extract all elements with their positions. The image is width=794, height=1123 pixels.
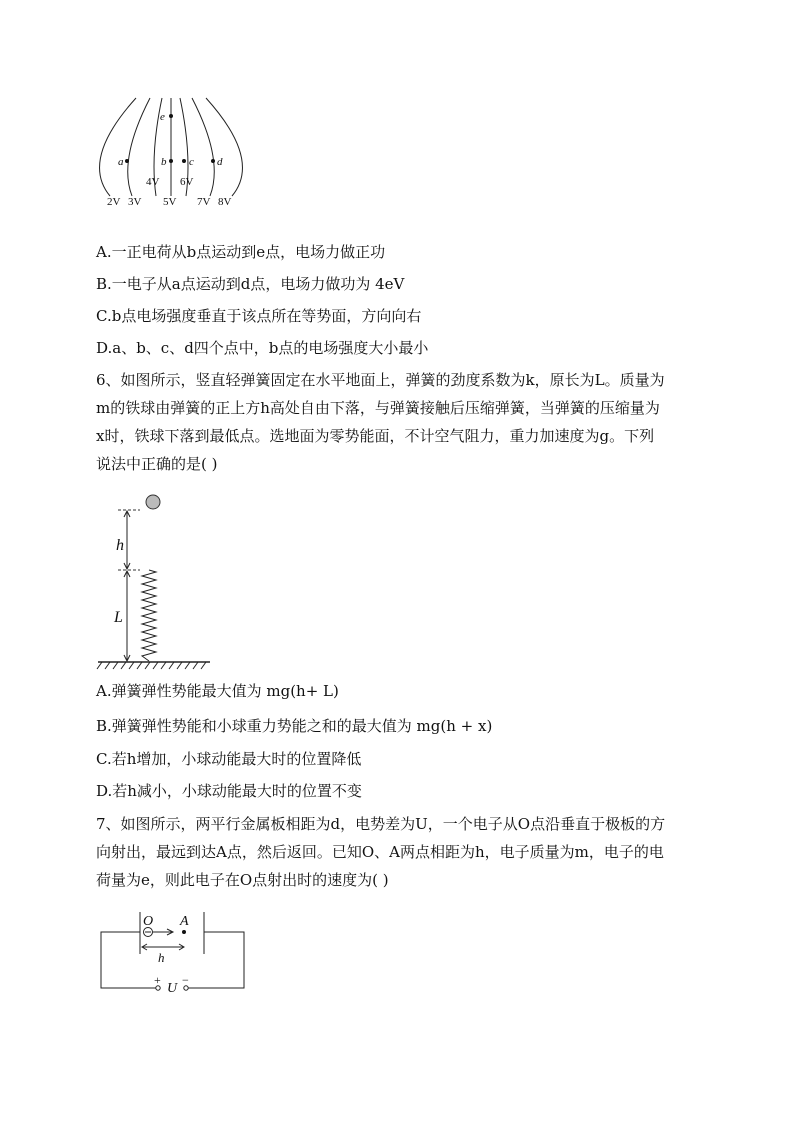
label-a: a — [118, 156, 124, 168]
label-3v: 3V — [128, 196, 142, 208]
q5-option-a: A.一正电荷从b点运动到e点，电场力做正功 — [96, 243, 386, 261]
q6-option-b: B.弹簧弹性势能和小球重力势能之和的最大值为 mg(h + x) — [96, 717, 493, 735]
point-c — [182, 159, 186, 163]
q7-stem-line-2: 向射出，最远到达A点，然后返回。已知O、A两点相距为h，电子质量为m，电子的电 — [96, 843, 664, 861]
q6-stem-line-4: 说法中正确的是( ) — [96, 455, 218, 473]
point-b — [169, 159, 173, 163]
q6-option-a: A.弹簧弹性势能最大值为 mg(h+ L) — [96, 682, 339, 700]
label-e: e — [160, 111, 165, 123]
label-L: L — [114, 609, 123, 626]
label-b: b — [161, 156, 167, 168]
label-h: h — [116, 537, 124, 554]
q6-option-d: D.若h减小，小球动能最大时的位置不变 — [96, 782, 362, 800]
label-d: d — [217, 156, 223, 168]
point-a — [125, 159, 129, 163]
q5-option-c: C.b点电场强度垂直于该点所在等势面，方向向右 — [96, 307, 422, 325]
equipotential-figure — [92, 94, 252, 212]
q6-stem-line-3: x时，铁球下落到最低点。选地面为零势能面，不计空气阻力，重力加速度为g。下列 — [96, 427, 655, 445]
parallel-plates-figure — [96, 906, 252, 998]
point-e — [169, 114, 173, 118]
spring — [142, 570, 156, 661]
equipotential-line-7v — [192, 98, 214, 196]
label-a-plate: A — [180, 914, 189, 929]
label-plus: + — [154, 973, 161, 987]
iron-ball — [146, 495, 160, 509]
label-6v: 6V — [180, 176, 194, 188]
label-h-plate: h — [158, 950, 165, 965]
q7-stem — [96, 810, 700, 894]
label-7v: 7V — [197, 196, 211, 208]
q7-stem-line-1: 7、如图所示，两平行金属板相距为d，电势差为U，一个电子从O点沿垂直于极板的方 — [96, 815, 666, 833]
spring-figure — [96, 490, 216, 672]
label-o: O — [143, 914, 154, 929]
label-minus: − — [182, 973, 189, 987]
label-2v: 2V — [107, 196, 121, 208]
q6-stem-line-2: m的铁球由弹簧的正上方h高处自由下落，与弹簧接触后压缩弹簧，当弹簧的压缩量为 — [96, 399, 660, 417]
label-c: c — [189, 156, 194, 168]
q5-option-d: D.a、b、c、d四个点中，b点的电场强度大小最小 — [96, 339, 429, 357]
q6-stem — [96, 366, 700, 478]
point-a-dot — [182, 930, 186, 934]
label-8v: 8V — [218, 196, 232, 208]
point-d — [211, 159, 215, 163]
label-5v: 5V — [163, 196, 177, 208]
q5-option-b: B.一电子从a点运动到d点，电场力做功为 4eV — [96, 275, 405, 293]
label-u: U — [167, 981, 178, 996]
q7-stem-line-3: 荷量为e，则此电子在O点射出时的速度为( ) — [96, 871, 389, 889]
label-4v: 4V — [146, 176, 160, 188]
q6-stem-line-1: 6、如图所示，竖直轻弹簧固定在水平地面上，弹簧的劲度系数为k，原长为L。质量为 — [96, 371, 665, 389]
q6-option-c: C.若h增加，小球动能最大时的位置降低 — [96, 750, 362, 768]
